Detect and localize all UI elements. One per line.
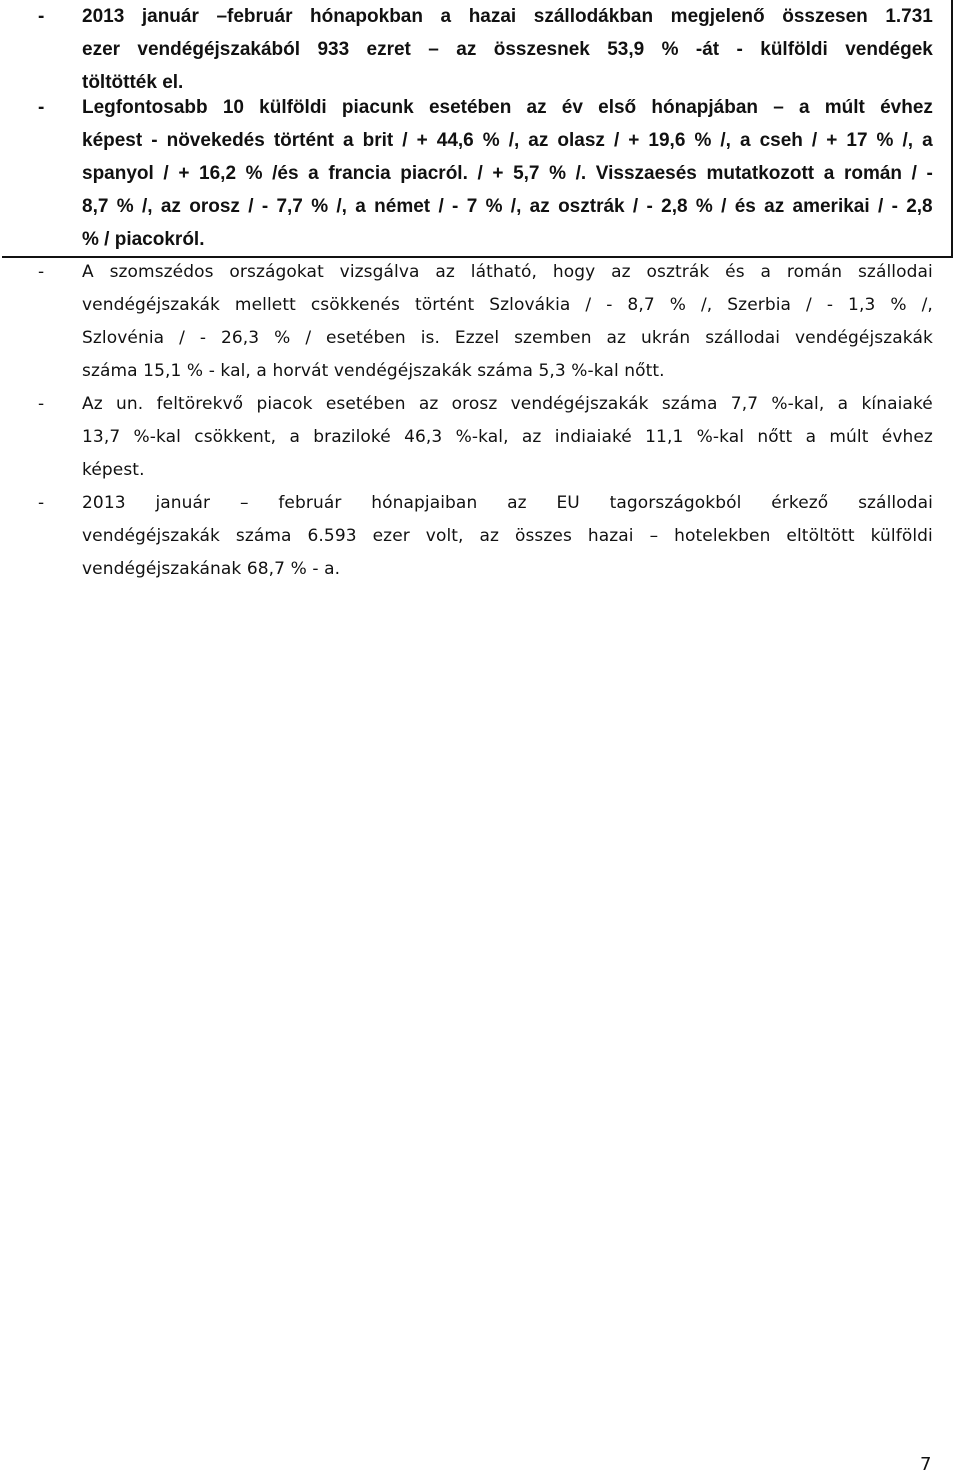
text-line: spanyol / + 16,2 % /és a francia piacról. / + 5,7 % /. Visszaesés mutatkozott a román / -: [82, 163, 933, 184]
text-line: képest - növekedés történt a brit / + 44,6 % /, az olasz / + 19,6 % /, a cseh / + 17 % /, a: [82, 130, 933, 151]
text-line: 13,7 %-kal csökkent, a braziloké 46,3 %-kal, az indiaiaké 11,1 %-kal nőtt a múlt évhez: [82, 427, 933, 447]
bullet-text-4: [82, 388, 933, 487]
page-number: 7: [920, 1454, 932, 1475]
text-line: A szomszédos országokat vizsgálva az látható, hogy az osztrák és a román szállodai: [82, 262, 933, 282]
text-line: 2013 január –február hónapokban a hazai szállodákban megjelenő összesen 1.731: [82, 6, 933, 27]
text-line: 2013 január – február hónapjaiban az EU tagországokból érkező szállodai: [82, 493, 933, 513]
bullet-text-2: [82, 91, 933, 256]
text-line: Az un. feltörekvő piacok esetében az orosz vendégéjszakák száma 7,7 %-kal, a kínaiaké: [82, 394, 933, 414]
text-line: Szlovénia / - 26,3 % / esetében is. Ezzel szemben az ukrán szállodai vendégéjszakák: [82, 328, 933, 348]
text-line: Legfontosabb 10 külföldi piacunk esetében az év első hónapjában – a múlt évhez: [82, 97, 933, 118]
bullet-dash: -: [38, 6, 45, 27]
text-line: vendégéjszakák mellett csökkenés történt Szlovákia / - 8,7 % /, Szerbia / - 1,3 % /,: [82, 295, 933, 315]
text-line: % / piacokról.: [82, 229, 205, 250]
bullet-dash: -: [38, 262, 45, 282]
text-line: 8,7 % /, az orosz / - 7,7 % /, a német / - 7 % /, az osztrák / - 2,8 % / és az amerikai / - 2,8: [82, 196, 933, 217]
bullet-dash: -: [38, 97, 45, 118]
bullet-dash: -: [38, 394, 45, 414]
bullet-text-5: [82, 487, 933, 586]
text-line: töltötték el.: [82, 72, 184, 93]
text-line: képest.: [82, 460, 145, 480]
text-line: ezer vendégéjszakából 933 ezret – az összesnek 53,9 % -át - külföldi vendégek: [82, 39, 933, 60]
text-line: vendégéjszakák száma 6.593 ezer volt, az összes hazai – hotelekben eltöltött külföldi: [82, 526, 933, 546]
text-line: száma 15,1 % - kal, a horvát vendégéjszakák száma 5,3 %-kal nőtt.: [82, 361, 665, 381]
bullet-dash: -: [38, 493, 45, 513]
text-line: vendégéjszakának 68,7 % - a.: [82, 559, 341, 579]
bullet-text-3: [82, 256, 933, 388]
bullet-text-1: [82, 0, 933, 99]
